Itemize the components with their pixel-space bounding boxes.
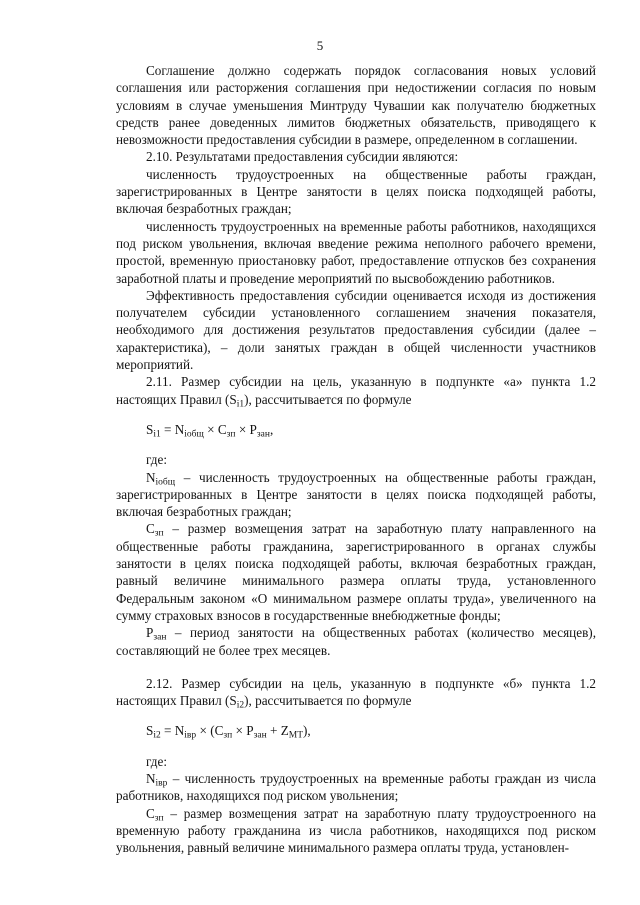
section-2-12: 2.12. Размер субсидии на цель, указанную в подпункте «б» пункта 1.2 настоящих Правил $(S_{i2})$, рассчитывается по формуле [116,675,596,711]
definition-p-zan: $P_{зан}$ – период занятости на общественных работах (количество месяцев), составляющий не более трех месяцев. [116,625,596,658]
efficiency-paragraph: Эффективность предоставления субсидии оценивается исходя из достижения получателем субсидии установленного соглашением значения показателя, необходимого для достижения результатов предоставления субсидии (далее – характеристика), – доли занятых граждан в общей численности участников мероприятий. [116,287,596,373]
definition-c-zp-2: $C_{зп}$ – размер возмещения затрат на заработную плату трудоустроенного на временную работу гражданина из числа работников, находящихся под риском увольнения, равный величине минимального размера оплаты труда, установлен- [116,805,596,856]
section-2-11: 2.11. Размер субсидии на цель, указанную в подпункте «а» пункта 1.2 настоящих Правил $(S_{i1})$, рассчитывается по формуле [116,374,596,410]
formula-si1: $S_{i1} = N_{iобщ} \times C_{зп} \times P_{зан}$, [146,421,274,440]
formula-si2: $S_{i2} = N_{iвр} \times (C_{зп} \times P_{зан} + Z_{МТ})$, [146,723,311,741]
result-item-public-works: численность трудоустроенных на общественные работы граждан, зарегистрированных в Центре занятости в целях поиска подходящей работы, включая безработных граждан; [116,166,596,217]
page-number: 5 [316,38,324,53]
document-body [116,62,596,856]
where-label: где: [146,452,167,468]
where-label: где: [146,753,167,769]
definition-c-zp: $C_{зп}$ – размер возмещения затрат на заработную плату направленного на общественные работы гражданина, зарегистрированного в органах службы занятости в целях поиска подходящей работы, включая безработных граждан, равный величине минимального размера оплаты труда, установленного Федеральным законом «О минимальном размере оплаты труда», увеличенного на сумму страховых взносов в государственные внебюджетные фонды; [116,521,596,623]
paragraph: Соглашение должно содержать порядок согласования новых условий соглашения или расторжения соглашения при недостижении согласия по новым условиям в случае уменьшения Минтруду Чувашии как получателю бюджетных средств ранее доведенных лимитов бюджетных обязательств, приводящего к невозможности предоставления субсидии в размере, определенном в соглашении. [116,63,596,148]
definition-n-iobsh: $N_{iобщ}$ – численность трудоустроенных на общественные работы граждан, зарегистрированных в Центре занятости в целях поиска подходящей работы, включая безработных граждан; [116,469,596,520]
result-item-temporary-works: численность трудоустроенных на временные работы работников, находящихся под риском увольнения, включая введение режима неполного рабочего времени, простой, временную приостановку работ, предоставление отпусков без сохранения заработной платы и проведение мероприятий по высвобождению работников. [116,218,596,286]
section-2-10-heading: 2.10. Результатами предоставления субсидии являются: [146,149,459,165]
definition-n-ivr: $N_{iвр}$ – численность трудоустроенных на временные работы граждан из числа работников, находящихся под риском увольнения; [116,770,596,804]
